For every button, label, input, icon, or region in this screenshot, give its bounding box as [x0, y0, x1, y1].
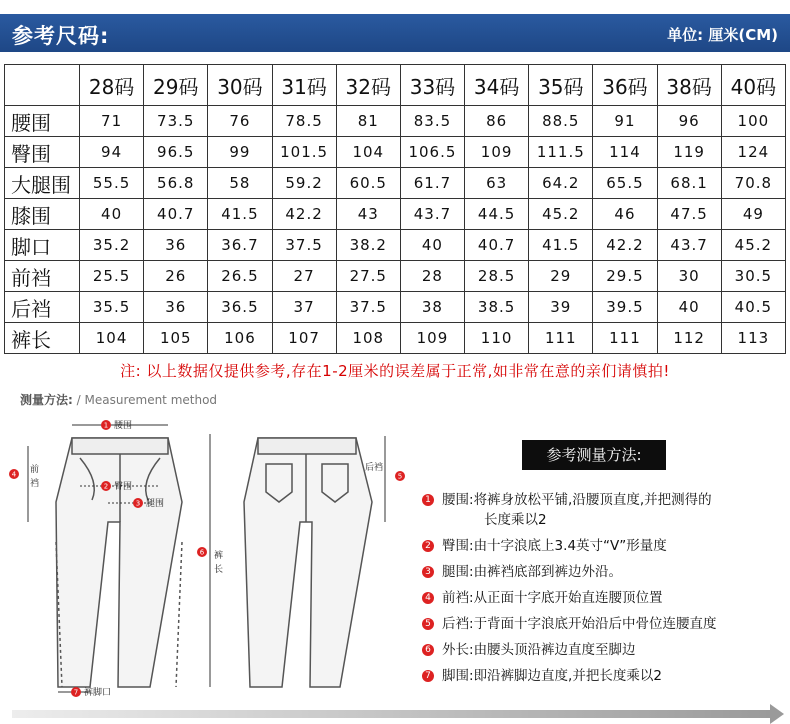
svg-text:1: 1 — [103, 421, 109, 430]
table-row — [5, 323, 786, 354]
method-step — [422, 666, 788, 686]
table-cell: 36.5 — [208, 292, 272, 323]
step-desc: 由裤裆底部到裤边外沿。 — [473, 564, 623, 580]
table-row — [5, 106, 786, 137]
step-name: 外长: — [442, 642, 474, 658]
step-number-icon: 1 — [422, 494, 434, 506]
table-cell: 35.2 — [80, 230, 144, 261]
table-cell: 40.7 — [465, 230, 529, 261]
size-header-cell: 28码 — [80, 65, 144, 106]
table-cell: 27 — [272, 261, 336, 292]
table-cell: 111 — [593, 323, 657, 354]
table-cell: 39.5 — [593, 292, 657, 323]
table-cell: 43.7 — [400, 199, 464, 230]
table-cell: 29 — [529, 261, 593, 292]
header-bar — [0, 14, 790, 52]
table-cell: 70.8 — [721, 168, 785, 199]
table-cell: 104 — [80, 323, 144, 354]
size-table — [4, 64, 786, 354]
table-cell: 60.5 — [336, 168, 400, 199]
step-desc: 于背面十字浪底开始沿后中骨位连腰直度 — [473, 616, 717, 632]
table-cell: 101.5 — [272, 137, 336, 168]
table-cell: 105 — [144, 323, 208, 354]
table-cell: 40 — [657, 292, 721, 323]
table-cell: 88.5 — [529, 106, 593, 137]
table-cell: 38.2 — [336, 230, 400, 261]
step-desc: 从正面十字底开始直连腰顶位置 — [473, 590, 663, 606]
table-cell: 46 — [593, 199, 657, 230]
label-length-b: 长 — [214, 565, 224, 575]
table-cell: 96 — [657, 106, 721, 137]
table-cell: 119 — [657, 137, 721, 168]
step-number-icon: 3 — [422, 566, 434, 578]
size-header-cell: 38码 — [657, 65, 721, 106]
table-cell: 38 — [400, 292, 464, 323]
table-cell: 30 — [657, 261, 721, 292]
table-cell: 58 — [208, 168, 272, 199]
step-desc: 由十字浪底上3.4英寸“V”形量度 — [473, 538, 667, 554]
step-desc: 将裤身放松平铺,沿腰顶直度,并把测得的 — [473, 492, 712, 508]
table-cell: 40.5 — [721, 292, 785, 323]
svg-text:7: 7 — [73, 688, 79, 697]
table-cell: 26 — [144, 261, 208, 292]
table-cell: 64.2 — [529, 168, 593, 199]
table-cell: 55.5 — [80, 168, 144, 199]
back-pants-drawing — [244, 438, 372, 687]
table-cell: 104 — [336, 137, 400, 168]
table-cell: 86 — [465, 106, 529, 137]
table-cell: 114 — [593, 137, 657, 168]
step-name: 后裆: — [442, 616, 474, 632]
table-cell: 71 — [80, 106, 144, 137]
table-cell: 37.5 — [272, 230, 336, 261]
measurement-label-en: / Measurement method — [76, 393, 218, 407]
table-cell: 59.2 — [272, 168, 336, 199]
step-name: 臀围: — [442, 538, 474, 554]
header-title: 参考尺码: — [12, 24, 110, 48]
disclaimer-note: 注: 以上数据仅提供参考,存在1-2厘米的误差属于正常,如非常在意的亲们请慎拍! — [120, 362, 670, 380]
table-cell: 38.5 — [465, 292, 529, 323]
table-row — [5, 168, 786, 199]
label-front-rise-b: 裆 — [30, 479, 40, 489]
table-cell: 43.7 — [657, 230, 721, 261]
row-label: 大腿围 — [5, 168, 80, 199]
svg-text:3: 3 — [135, 499, 141, 508]
size-header-cell: 29码 — [144, 65, 208, 106]
table-cell: 109 — [465, 137, 529, 168]
table-row — [5, 199, 786, 230]
size-header-cell: 40码 — [721, 65, 785, 106]
table-cell: 113 — [721, 323, 785, 354]
table-cell: 106.5 — [400, 137, 464, 168]
size-header-cell: 30码 — [208, 65, 272, 106]
table-cell: 47.5 — [657, 199, 721, 230]
table-cell: 37 — [272, 292, 336, 323]
method-step — [422, 588, 788, 608]
step-name: 脚围: — [442, 668, 474, 684]
table-cell: 94 — [80, 137, 144, 168]
table-cell: 81 — [336, 106, 400, 137]
size-header-cell: 34码 — [465, 65, 529, 106]
method-step — [422, 490, 788, 530]
label-thigh: 腿围 — [146, 499, 165, 509]
step-number-icon: 5 — [422, 618, 434, 630]
table-row — [5, 292, 786, 323]
table-cell: 73.5 — [144, 106, 208, 137]
table-cell: 108 — [336, 323, 400, 354]
row-label: 膝围 — [5, 199, 80, 230]
bottom-divider — [12, 710, 772, 718]
front-pants-drawing — [56, 438, 182, 687]
table-cell: 68.1 — [657, 168, 721, 199]
table-cell: 41.5 — [529, 230, 593, 261]
size-header-cell: 32码 — [336, 65, 400, 106]
table-cell: 100 — [721, 106, 785, 137]
method-step — [422, 536, 788, 556]
table-corner — [5, 65, 80, 106]
table-cell: 83.5 — [400, 106, 464, 137]
table-cell: 36 — [144, 230, 208, 261]
step-number-icon: 2 — [422, 540, 434, 552]
size-header-cell: 33码 — [400, 65, 464, 106]
row-label: 脚口 — [5, 230, 80, 261]
label-waist: 腰围 — [114, 421, 133, 431]
row-label: 前裆 — [5, 261, 80, 292]
table-cell: 49 — [721, 199, 785, 230]
method-step — [422, 562, 788, 582]
row-label: 腰围 — [5, 106, 80, 137]
unit-label: 单位: 厘米(CM) — [667, 26, 778, 44]
table-cell: 78.5 — [272, 106, 336, 137]
step-name: 腿围: — [442, 564, 474, 580]
method-step — [422, 640, 788, 660]
table-row — [5, 230, 786, 261]
table-cell: 43 — [336, 199, 400, 230]
row-label: 臀围 — [5, 137, 80, 168]
table-cell: 96.5 — [144, 137, 208, 168]
table-cell: 107 — [272, 323, 336, 354]
table-cell: 109 — [400, 323, 464, 354]
method-title: 参考测量方法: — [522, 440, 666, 470]
table-cell: 28 — [400, 261, 464, 292]
table-cell: 27.5 — [336, 261, 400, 292]
label-length-a: 裤 — [214, 551, 224, 561]
table-cell: 63 — [465, 168, 529, 199]
table-row — [5, 261, 786, 292]
measurement-label-cn: 测量方法: — [20, 393, 73, 407]
table-cell: 39 — [529, 292, 593, 323]
table-cell: 112 — [657, 323, 721, 354]
table-cell: 37.5 — [336, 292, 400, 323]
step-desc: 即沿裤脚边直度,并把长度乘以2 — [473, 668, 662, 684]
table-cell: 29.5 — [593, 261, 657, 292]
table-cell: 45.2 — [721, 230, 785, 261]
table-cell: 45.2 — [529, 199, 593, 230]
pants-illustration — [0, 412, 420, 702]
step-name: 腰围: — [442, 492, 474, 508]
size-header-cell: 36码 — [593, 65, 657, 106]
step-number-icon: 4 — [422, 592, 434, 604]
svg-text:5: 5 — [397, 472, 403, 481]
table-cell: 91 — [593, 106, 657, 137]
size-header-cell: 35码 — [529, 65, 593, 106]
table-cell: 56.8 — [144, 168, 208, 199]
step-number-icon: 7 — [422, 670, 434, 682]
table-cell: 106 — [208, 323, 272, 354]
size-header-row — [5, 65, 786, 106]
label-back-rise: 后裆 — [364, 463, 383, 473]
row-label: 后裆 — [5, 292, 80, 323]
table-cell: 28.5 — [465, 261, 529, 292]
table-cell: 42.2 — [593, 230, 657, 261]
table-cell: 40.7 — [144, 199, 208, 230]
table-cell: 111.5 — [529, 137, 593, 168]
svg-text:4: 4 — [11, 470, 17, 479]
table-cell: 65.5 — [593, 168, 657, 199]
method-step — [422, 614, 788, 634]
label-hip: 臀围 — [114, 482, 133, 492]
right-arrow-icon — [770, 704, 784, 724]
step-desc-cont: 长度乘以2 — [484, 512, 547, 528]
table-cell: 36 — [144, 292, 208, 323]
table-cell: 40 — [80, 199, 144, 230]
table-cell: 110 — [465, 323, 529, 354]
table-cell: 111 — [529, 323, 593, 354]
svg-text:6: 6 — [199, 548, 205, 557]
size-header-cell: 31码 — [272, 65, 336, 106]
table-cell: 61.7 — [400, 168, 464, 199]
table-cell: 42.2 — [272, 199, 336, 230]
svg-text:2: 2 — [103, 482, 109, 491]
table-row — [5, 137, 786, 168]
step-number-icon: 6 — [422, 644, 434, 656]
table-cell: 35.5 — [80, 292, 144, 323]
table-cell: 40 — [400, 230, 464, 261]
table-cell: 36.7 — [208, 230, 272, 261]
pants-diagram — [0, 412, 420, 702]
step-name: 前裆: — [442, 590, 474, 606]
table-cell: 44.5 — [465, 199, 529, 230]
table-cell: 99 — [208, 137, 272, 168]
row-label: 裤长 — [5, 323, 80, 354]
table-cell: 41.5 — [208, 199, 272, 230]
method-steps — [422, 490, 788, 692]
table-cell: 25.5 — [80, 261, 144, 292]
measurement-method-label — [20, 391, 217, 408]
table-cell: 124 — [721, 137, 785, 168]
table-cell: 30.5 — [721, 261, 785, 292]
step-desc: 由腰头顶沿裤边直度至脚边 — [473, 642, 636, 658]
table-cell: 76 — [208, 106, 272, 137]
table-cell: 26.5 — [208, 261, 272, 292]
label-hem: 裤脚口 — [84, 688, 112, 698]
label-front-rise-a: 前 — [30, 465, 40, 475]
